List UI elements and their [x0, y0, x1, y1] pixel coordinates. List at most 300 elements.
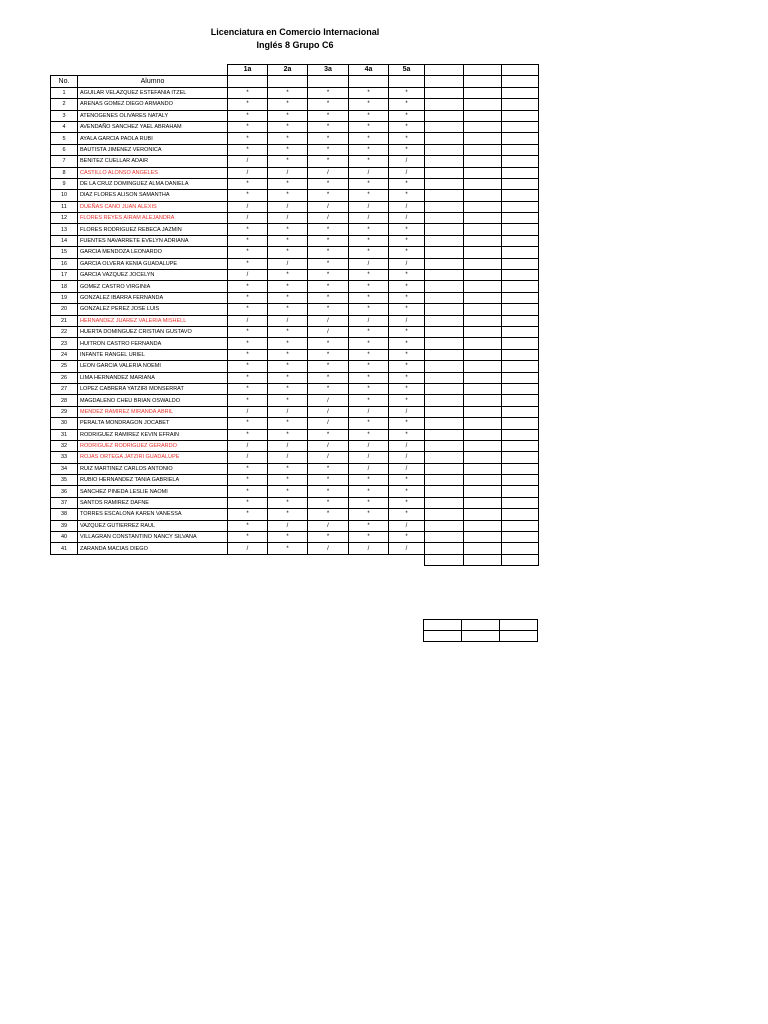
student-column-header: Alumno: [78, 76, 228, 87]
attendance-mark: *: [268, 429, 308, 440]
attendance-mark: /: [228, 452, 268, 463]
student-number: 23: [51, 338, 78, 349]
empty-cell: [502, 406, 539, 417]
student-name: FLORES RODRIGUEZ REBECA JAZMIN: [78, 224, 228, 235]
empty-cell: [464, 349, 502, 360]
attendance-mark: /: [349, 213, 389, 224]
table-row: [51, 144, 539, 155]
attendance-mark: *: [349, 133, 389, 144]
attendance-mark: *: [349, 87, 389, 98]
student-name: GARCIA MENDOZA LEONARDO: [78, 247, 228, 258]
empty-cell: [502, 418, 539, 429]
empty-cell: [502, 440, 539, 451]
student-number: 16: [51, 258, 78, 269]
attendance-mark: *: [228, 475, 268, 486]
attendance-mark: *: [349, 235, 389, 246]
empty-cell: [502, 247, 539, 258]
empty-cell: [464, 144, 502, 155]
attendance-mark: *: [389, 338, 425, 349]
attendance-mark: *: [389, 99, 425, 110]
attendance-mark: *: [389, 486, 425, 497]
empty-cell: [502, 326, 539, 337]
extra-column-header: [425, 65, 464, 76]
table-row: [51, 315, 539, 326]
empty-cell: [502, 520, 539, 531]
attendance-mark: /: [389, 201, 425, 212]
empty-cell: [464, 121, 502, 132]
empty-cell: [464, 406, 502, 417]
attendance-mark: *: [389, 110, 425, 121]
attendance-mark: /: [268, 440, 308, 451]
empty-cell: [425, 486, 464, 497]
attendance-mark: *: [349, 475, 389, 486]
empty-header-cell: [308, 76, 349, 87]
attendance-mark: *: [268, 326, 308, 337]
student-name: PERALTA MONDRAGON JOCABET: [78, 418, 228, 429]
attendance-mark: /: [268, 315, 308, 326]
attendance-mark: *: [389, 349, 425, 360]
empty-cell: [502, 133, 539, 144]
summary-box: [423, 619, 538, 642]
student-name: GONZALEZ PEREZ JOSE LUIS: [78, 304, 228, 315]
attendance-mark: /: [349, 406, 389, 417]
attendance-mark: /: [389, 440, 425, 451]
empty-cell: [464, 304, 502, 315]
attendance-mark: *: [389, 395, 425, 406]
empty-cell: [425, 440, 464, 451]
attendance-mark: *: [308, 372, 349, 383]
attendance-mark: *: [349, 121, 389, 132]
attendance-mark: /: [308, 315, 349, 326]
empty-cell: [502, 292, 539, 303]
empty-cell: [425, 497, 464, 508]
empty-header-cell: [268, 76, 308, 87]
session-header: 5a: [389, 65, 425, 76]
program-title: Licenciatura en Comercio Internacional: [210, 27, 380, 37]
empty-cell: [464, 338, 502, 349]
student-number: 25: [51, 361, 78, 372]
student-number: 8: [51, 167, 78, 178]
empty-cell: [502, 361, 539, 372]
attendance-mark: *: [308, 247, 349, 258]
trailing-row: [51, 554, 539, 565]
trailing-cell: [425, 554, 464, 565]
attendance-mark: *: [389, 326, 425, 337]
attendance-mark: *: [308, 383, 349, 394]
trailing-spacer: [308, 554, 349, 565]
empty-cell: [425, 224, 464, 235]
table-row: [51, 338, 539, 349]
attendance-mark: /: [389, 452, 425, 463]
empty-cell: [425, 543, 464, 554]
attendance-mark: *: [349, 497, 389, 508]
attendance-mark: *: [228, 247, 268, 258]
attendance-mark: *: [349, 224, 389, 235]
attendance-mark: *: [268, 383, 308, 394]
table-row: [51, 121, 539, 132]
attendance-mark: *: [389, 418, 425, 429]
table-row: [51, 349, 539, 360]
student-name: VAZQUEZ GUTIERREZ RAUL: [78, 520, 228, 531]
empty-cell: [502, 144, 539, 155]
attendance-mark: *: [228, 418, 268, 429]
table-row: [51, 133, 539, 144]
empty-cell: [425, 281, 464, 292]
attendance-mark: /: [349, 201, 389, 212]
summary-row: [424, 631, 538, 642]
attendance-mark: *: [389, 475, 425, 486]
student-name: LOPEZ CABRERA YATZIRI MONSERRAT: [78, 383, 228, 394]
attendance-mark: /: [349, 463, 389, 474]
student-number: 27: [51, 383, 78, 394]
table-row: [51, 167, 539, 178]
attendance-mark: *: [349, 532, 389, 543]
document-header: [0, 26, 590, 52]
student-number: 32: [51, 440, 78, 451]
empty-cell: [502, 497, 539, 508]
attendance-mark: *: [349, 281, 389, 292]
table-row: [51, 292, 539, 303]
attendance-mark: *: [268, 247, 308, 258]
attendance-mark: *: [349, 156, 389, 167]
student-name: AVENDAÑO SANCHEZ YAEL ABRAHAM: [78, 121, 228, 132]
table-row: [51, 543, 539, 554]
empty-cell: [464, 315, 502, 326]
trailing-spacer: [51, 554, 78, 565]
empty-cell: [464, 167, 502, 178]
attendance-mark: *: [308, 292, 349, 303]
attendance-mark: *: [389, 87, 425, 98]
empty-cell: [464, 258, 502, 269]
empty-cell: [502, 304, 539, 315]
attendance-mark: /: [228, 201, 268, 212]
student-name: HERNANDEZ JUAREZ VALERIA MISHELL: [78, 315, 228, 326]
empty-cell: [464, 156, 502, 167]
summary-cell: [462, 631, 500, 642]
summary-cell: [424, 631, 462, 642]
table-row: [51, 156, 539, 167]
empty-cell: [502, 475, 539, 486]
session-header: 1a: [228, 65, 268, 76]
attendance-mark: *: [268, 87, 308, 98]
attendance-mark: *: [228, 224, 268, 235]
attendance-mark: *: [268, 418, 308, 429]
attendance-mark: *: [308, 463, 349, 474]
empty-cell: [502, 463, 539, 474]
empty-header-cell: [502, 76, 539, 87]
empty-cell: [464, 292, 502, 303]
attendance-mark: *: [228, 144, 268, 155]
table-row: [51, 429, 539, 440]
empty-cell: [425, 156, 464, 167]
attendance-mark: *: [228, 372, 268, 383]
table-row: [51, 395, 539, 406]
empty-cell: [502, 372, 539, 383]
attendance-mark: *: [349, 247, 389, 258]
student-name: FLORES REYES AIRAM ALEJANDRA: [78, 213, 228, 224]
attendance-mark: *: [228, 133, 268, 144]
attendance-mark: *: [308, 110, 349, 121]
attendance-mark: *: [349, 110, 389, 121]
table-row: [51, 270, 539, 281]
attendance-mark: *: [389, 292, 425, 303]
attendance-mark: *: [389, 178, 425, 189]
empty-cell: [464, 497, 502, 508]
attendance-mark: *: [389, 133, 425, 144]
attendance-mark: *: [268, 395, 308, 406]
attendance-mark: /: [308, 406, 349, 417]
course-group-title: Inglés 8 Grupo C6: [256, 40, 334, 50]
attendance-mark: *: [349, 429, 389, 440]
student-name: GARCIA OLVERA KENIA GUADALUPE: [78, 258, 228, 269]
empty-cell: [464, 361, 502, 372]
attendance-mark: /: [389, 258, 425, 269]
attendance-mark: /: [268, 167, 308, 178]
attendance-mark: *: [308, 532, 349, 543]
attendance-mark: /: [228, 406, 268, 417]
student-name: HUITRON CASTRO FERNANDA: [78, 338, 228, 349]
attendance-mark: *: [268, 144, 308, 155]
empty-cell: [502, 338, 539, 349]
empty-cell: [425, 326, 464, 337]
attendance-mark: /: [228, 270, 268, 281]
attendance-mark: *: [268, 281, 308, 292]
attendance-mark: *: [268, 361, 308, 372]
student-name: AGUILAR VELAZQUEZ ESTEFANIA ITZEL: [78, 87, 228, 98]
table-row: [51, 190, 539, 201]
attendance-mark: *: [349, 486, 389, 497]
empty-cell: [425, 475, 464, 486]
student-name: ATENOGENES OLIVARES NATALY: [78, 110, 228, 121]
student-number: 4: [51, 121, 78, 132]
attendance-mark: *: [268, 372, 308, 383]
attendance-mark: /: [389, 156, 425, 167]
table-row: [51, 452, 539, 463]
table-row: [51, 520, 539, 531]
empty-cell: [464, 326, 502, 337]
attendance-mark: /: [228, 167, 268, 178]
attendance-mark: *: [349, 144, 389, 155]
attendance-mark: /: [308, 543, 349, 554]
table-row: [51, 87, 539, 98]
attendance-mark: *: [308, 509, 349, 520]
attendance-mark: *: [228, 532, 268, 543]
table-row: [51, 213, 539, 224]
attendance-mark: /: [268, 258, 308, 269]
student-name: RODRIGUEZ RAMIREZ KEVIN EFRAIN: [78, 429, 228, 440]
attendance-mark: *: [349, 520, 389, 531]
attendance-mark: *: [349, 418, 389, 429]
attendance-mark: *: [349, 361, 389, 372]
attendance-mark: *: [308, 429, 349, 440]
empty-cell: [464, 281, 502, 292]
attendance-mark: *: [349, 304, 389, 315]
column-header-row: [51, 76, 539, 87]
attendance-mark: *: [389, 532, 425, 543]
empty-cell: [502, 178, 539, 189]
table-row: [51, 486, 539, 497]
attendance-mark: *: [308, 99, 349, 110]
empty-cell: [425, 87, 464, 98]
attendance-mark: /: [308, 213, 349, 224]
empty-cell: [425, 190, 464, 201]
student-name: LEON GARCIA VALERIA NOEMI: [78, 361, 228, 372]
empty-cell: [425, 213, 464, 224]
attendance-mark: *: [349, 509, 389, 520]
attendance-mark: /: [308, 167, 349, 178]
empty-cell: [425, 406, 464, 417]
table-row: [51, 509, 539, 520]
session-header-row: [51, 65, 539, 76]
trailing-spacer: [228, 554, 268, 565]
student-number: 35: [51, 475, 78, 486]
student-number: 30: [51, 418, 78, 429]
student-number: 34: [51, 463, 78, 474]
student-name: ROJAS ORTEGA JATZIRI GUADALUPE: [78, 452, 228, 463]
student-name: LIMA HERNANDEZ MARIANA: [78, 372, 228, 383]
attendance-mark: *: [389, 121, 425, 132]
attendance-mark: /: [308, 201, 349, 212]
attendance-mark: *: [228, 349, 268, 360]
attendance-mark: *: [268, 156, 308, 167]
attendance-mark: /: [349, 452, 389, 463]
attendance-mark: /: [228, 543, 268, 554]
trailing-cell: [502, 554, 539, 565]
student-name: DE LA CRUZ DOMINGUEZ ALMA DANIELA: [78, 178, 228, 189]
empty-cell: [464, 201, 502, 212]
attendance-mark: *: [389, 361, 425, 372]
attendance-mark: *: [228, 121, 268, 132]
empty-cell: [464, 543, 502, 554]
empty-cell: [464, 224, 502, 235]
student-number: 17: [51, 270, 78, 281]
attendance-mark: *: [268, 110, 308, 121]
attendance-mark: *: [268, 497, 308, 508]
student-name: GARCIA VAZQUEZ JOCELYN: [78, 270, 228, 281]
student-name: MENDEZ RAMIREZ MIRANDA ABRIL: [78, 406, 228, 417]
attendance-mark: *: [228, 486, 268, 497]
empty-cell: [502, 486, 539, 497]
attendance-mark: /: [389, 543, 425, 554]
empty-cell: [464, 133, 502, 144]
attendance-mark: *: [228, 281, 268, 292]
number-column-header: No.: [51, 76, 78, 87]
empty-cell: [502, 281, 539, 292]
attendance-mark: *: [228, 338, 268, 349]
attendance-mark: *: [228, 361, 268, 372]
attendance-mark: *: [308, 486, 349, 497]
table-row: [51, 383, 539, 394]
attendance-mark: *: [228, 497, 268, 508]
attendance-mark: *: [228, 463, 268, 474]
empty-cell: [425, 235, 464, 246]
trailing-spacer: [268, 554, 308, 565]
empty-cell: [464, 429, 502, 440]
attendance-mark: *: [308, 178, 349, 189]
empty-cell: [464, 99, 502, 110]
student-name: RODRIGUEZ RODRIGUEZ GERARDO: [78, 440, 228, 451]
attendance-mark: *: [308, 144, 349, 155]
empty-cell: [425, 349, 464, 360]
empty-cell: [425, 270, 464, 281]
empty-cell: [464, 520, 502, 531]
attendance-mark: *: [268, 121, 308, 132]
student-number: 39: [51, 520, 78, 531]
empty-cell: [425, 383, 464, 394]
empty-cell: [425, 463, 464, 474]
attendance-mark: /: [228, 156, 268, 167]
student-number: 1: [51, 87, 78, 98]
student-name: RUBIO HERNANDEZ TANIA GABRIELA: [78, 475, 228, 486]
attendance-mark: *: [268, 486, 308, 497]
student-number: 12: [51, 213, 78, 224]
attendance-mark: *: [389, 235, 425, 246]
student-number: 13: [51, 224, 78, 235]
student-name: BAUTISTA JIMENEZ VERONICA: [78, 144, 228, 155]
attendance-mark: *: [268, 235, 308, 246]
empty-cell: [425, 133, 464, 144]
attendance-mark: /: [308, 440, 349, 451]
extra-column-header: [502, 65, 539, 76]
student-name: TORRES ESCALONA KAREN VANESSA: [78, 509, 228, 520]
attendance-mark: *: [268, 338, 308, 349]
empty-cell: [425, 99, 464, 110]
attendance-mark: *: [389, 304, 425, 315]
empty-cell: [464, 463, 502, 474]
attendance-mark: /: [389, 167, 425, 178]
student-name: FUENTES NAVARRETE EVELYN ADRIANA: [78, 235, 228, 246]
table-row: [51, 247, 539, 258]
attendance-mark: /: [268, 406, 308, 417]
attendance-mark: /: [389, 406, 425, 417]
attendance-mark: *: [228, 520, 268, 531]
empty-cell: [425, 315, 464, 326]
empty-cell: [502, 532, 539, 543]
attendance-mark: *: [349, 372, 389, 383]
empty-cell: [502, 509, 539, 520]
attendance-mark: *: [389, 497, 425, 508]
empty-cell: [464, 213, 502, 224]
attendance-mark: *: [389, 372, 425, 383]
empty-cell: [464, 372, 502, 383]
empty-cell: [502, 110, 539, 121]
empty-cell: [425, 520, 464, 531]
summary-cell: [500, 620, 538, 631]
attendance-mark: *: [228, 190, 268, 201]
table-row: [51, 497, 539, 508]
table-row: [51, 475, 539, 486]
empty-cell: [425, 509, 464, 520]
student-number: 28: [51, 395, 78, 406]
student-name: ARENAS GOMEZ DIEGO ARMANDO: [78, 99, 228, 110]
empty-header-cell: [228, 76, 268, 87]
student-name: CASTILLO ALONSO ANGELES: [78, 167, 228, 178]
empty-cell: [425, 247, 464, 258]
empty-cell: [502, 429, 539, 440]
session-header: 3a: [308, 65, 349, 76]
attendance-mark: *: [268, 475, 308, 486]
attendance-mark: /: [389, 213, 425, 224]
empty-cell: [502, 201, 539, 212]
trailing-cell: [464, 554, 502, 565]
empty-cell: [425, 167, 464, 178]
student-number: 40: [51, 532, 78, 543]
attendance-mark: *: [268, 99, 308, 110]
empty-cell: [502, 167, 539, 178]
header-spacer: [78, 65, 228, 76]
student-name: SANCHEZ PINEDA LESLIE NAOMI: [78, 486, 228, 497]
attendance-mark: *: [349, 338, 389, 349]
